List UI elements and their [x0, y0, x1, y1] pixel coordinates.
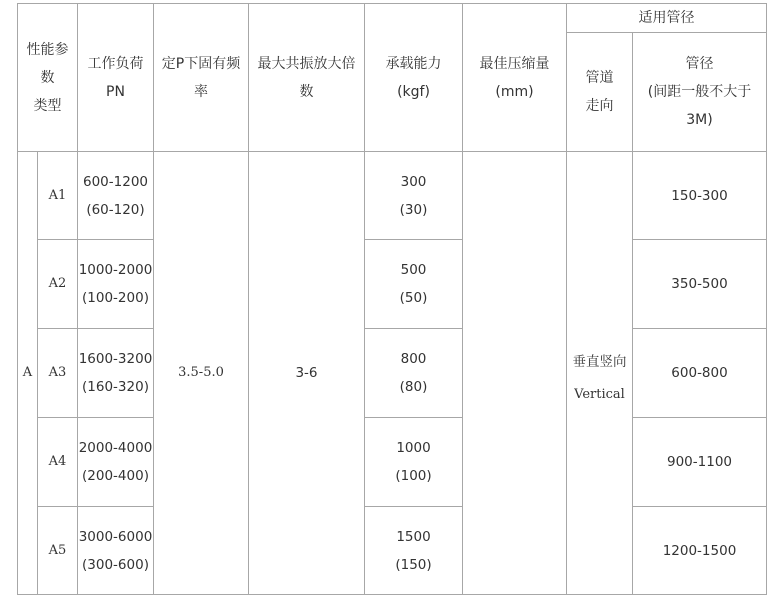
- load-cell: [78, 329, 154, 418]
- capacity-value: 1500: [396, 528, 431, 545]
- header-natural-freq-line2: 率: [194, 83, 208, 100]
- capacity-cell: [365, 240, 463, 329]
- load-kgf-value: (60-120): [86, 201, 145, 218]
- header-natural-freq: [154, 4, 249, 152]
- header-compression-line1: 最佳压缩量: [479, 55, 550, 72]
- header-pipe-diameter-line2: (间距一般不大于: [647, 84, 752, 100]
- header-pipe-diameter-line3: 3M): [686, 112, 713, 128]
- header-capacity-line1: 承载能力: [385, 55, 442, 72]
- load-value: 3000-6000: [78, 528, 153, 545]
- header-pipe-direction-line1: 管道: [585, 70, 614, 86]
- pipe-cell: 350-500: [633, 240, 767, 329]
- header-type-param-line3: 类型: [33, 97, 62, 114]
- group-label: A: [18, 152, 38, 595]
- type-cell: A2: [38, 240, 78, 329]
- direction-en: Vertical: [574, 387, 625, 402]
- table-row: [18, 507, 767, 595]
- load-value: 1000-2000: [78, 262, 153, 278]
- direction-cell: [567, 152, 633, 595]
- load-cell: [78, 240, 154, 329]
- load-cell: [78, 152, 154, 240]
- max-amp-cell: 3-6: [249, 152, 365, 595]
- capacity-kgf-value: (30): [399, 201, 428, 218]
- capacity-kgf-value: (150): [395, 556, 432, 573]
- header-type-param-line1: 性能参: [26, 41, 69, 58]
- load-cell: [78, 507, 154, 595]
- capacity-cell: [365, 329, 463, 418]
- load-kgf-value: (300-600): [82, 556, 149, 573]
- direction-cn: 垂直竖向: [572, 354, 627, 370]
- type-cell: A4: [38, 418, 78, 507]
- header-pipe-direction: [567, 33, 633, 152]
- type-cell: A1: [38, 152, 78, 240]
- pipe-cell: 1200-1500: [633, 507, 767, 595]
- header-applicable-pipe: 适用管径: [567, 4, 767, 33]
- natural-freq-cell: 3.5-5.0: [154, 152, 249, 595]
- load-kgf-value: (160-320): [82, 379, 149, 395]
- header-compression-line2: (mm): [495, 83, 534, 100]
- load-cell: [78, 418, 154, 507]
- capacity-value: 800: [400, 351, 427, 367]
- load-value: 600-1200: [83, 173, 148, 190]
- capacity-cell: [365, 418, 463, 507]
- header-capacity: [365, 4, 463, 152]
- type-cell: A3: [38, 329, 78, 418]
- pipe-cell: 600-800: [633, 329, 767, 418]
- load-value: 2000-4000: [78, 440, 153, 456]
- header-compression: [463, 4, 567, 152]
- capacity-value: 500: [400, 262, 427, 278]
- header-type-param: [18, 4, 78, 152]
- header-type-param-line2: 数: [40, 69, 55, 86]
- capacity-kgf-value: (100): [395, 468, 432, 484]
- spec-table: [17, 3, 767, 595]
- capacity-value: 1000: [396, 440, 431, 456]
- header-max-amp-line1: 最大共振放大倍: [257, 55, 356, 72]
- header-natural-freq-line1: 定P下固有频: [161, 55, 241, 72]
- capacity-cell: [365, 152, 463, 240]
- load-value: 1600-3200: [78, 351, 153, 367]
- header-max-amp: [249, 4, 365, 152]
- header-pipe-direction-line2: 走向: [585, 98, 614, 114]
- header-max-amp-line2: 数: [299, 83, 314, 100]
- capacity-value: 300: [400, 173, 427, 190]
- pipe-cell: 900-1100: [633, 418, 767, 507]
- load-kgf-value: (100-200): [82, 290, 149, 306]
- header-pipe-diameter-line1: 管径: [685, 56, 714, 72]
- capacity-kgf-value: (80): [399, 379, 428, 395]
- compression-cell: [463, 152, 567, 595]
- pipe-cell: 150-300: [633, 152, 767, 240]
- header-work-load-line1: 工作负荷: [87, 55, 144, 72]
- table-row: [18, 418, 767, 507]
- table-row: [18, 329, 767, 418]
- table-row: [18, 152, 767, 240]
- capacity-kgf-value: (50): [399, 290, 428, 306]
- header-work-load-line2: PN: [106, 83, 125, 100]
- load-kgf-value: (200-400): [82, 468, 149, 484]
- table-row: [18, 240, 767, 329]
- header-work-load: [78, 4, 154, 152]
- type-cell: A5: [38, 507, 78, 595]
- header-capacity-line2: (kgf): [397, 83, 430, 100]
- capacity-cell: [365, 507, 463, 595]
- header-pipe-diameter: [633, 33, 767, 152]
